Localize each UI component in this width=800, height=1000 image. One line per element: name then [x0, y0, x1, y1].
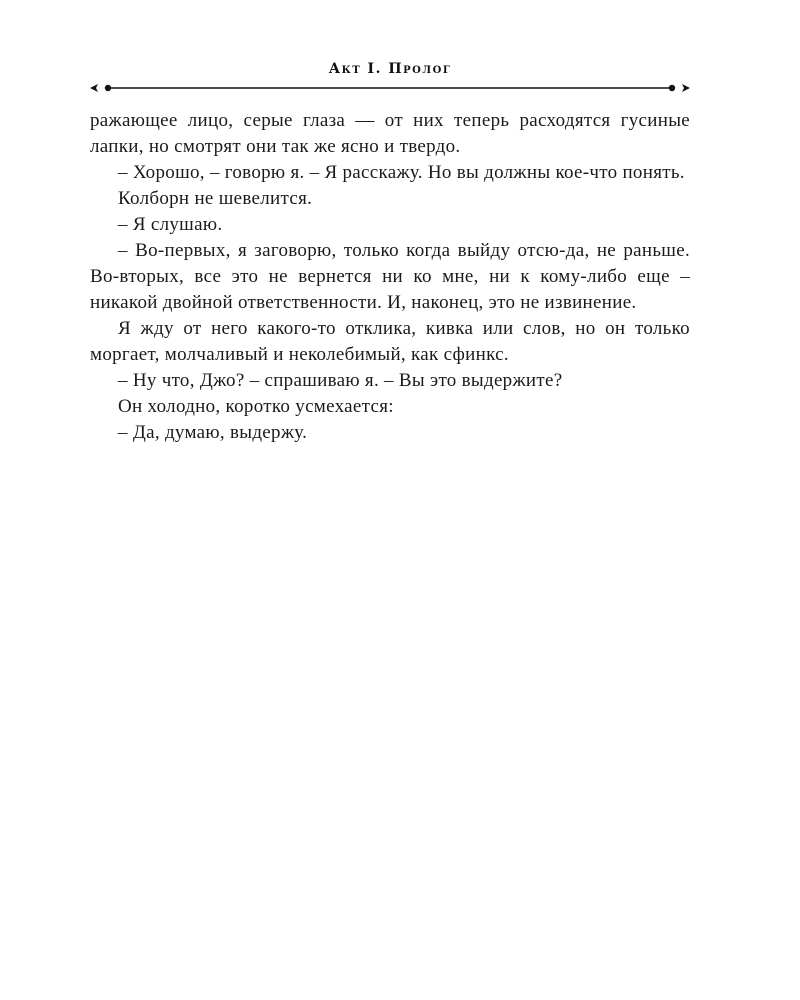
- body-text: [90, 108, 690, 446]
- paragraph-7: – Ну что, Джо? – спрашиваю я. – Вы это выдержите?: [118, 370, 563, 391]
- running-header-title: Акт I. Пролог: [328, 61, 452, 77]
- paragraph-5: – Во-первых, я заговорю, только когда выйду отсю-да, не раньше. Во-вторых, все это не вернется ни ко мне, ни к кому-либо еще – никакой двойной ответственности. И, наконец, это не извинение.: [90, 240, 690, 313]
- paragraph-6: Я жду от него какого-то отклика, кивка или слов, но он только моргает, молчаливый и неколебимый, как сфинкс.: [90, 318, 690, 365]
- paragraph-8: Он холодно, коротко усмехается:: [118, 396, 394, 417]
- paragraph-9: – Да, думаю, выдержу.: [118, 422, 308, 443]
- paragraph-4: – Я слушаю.: [118, 214, 223, 235]
- header-ornament-rule: [88, 80, 692, 96]
- paragraph-1: ражающее лицо, серые глаза — от них теперь расходятся гусиные лапки, но смотрят они так же ясно и твердо.: [90, 110, 690, 157]
- paragraph-2: – Хорошо, – говорю я. – Я расскажу. Но вы должны кое-что понять.: [118, 162, 685, 183]
- paragraph-3: Колборн не шевелится.: [118, 188, 313, 209]
